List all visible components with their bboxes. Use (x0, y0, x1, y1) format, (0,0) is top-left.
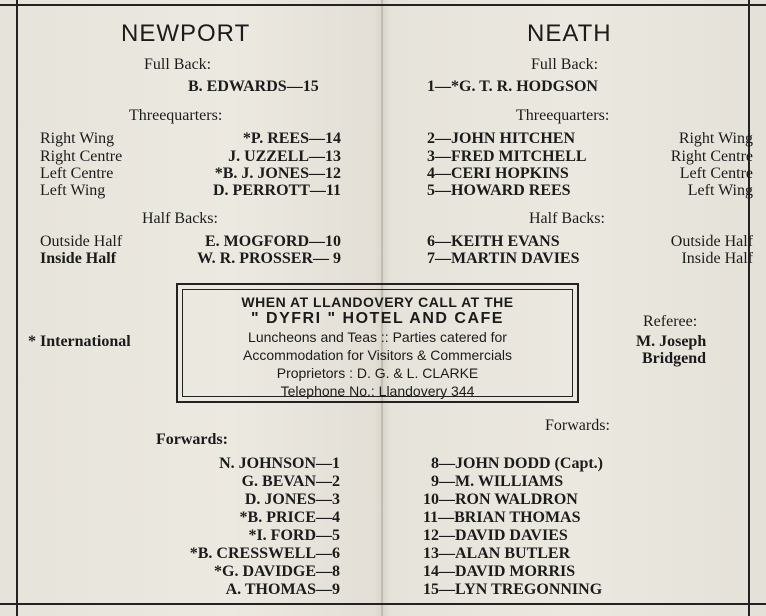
newport-tq-position-1: Right Wing (40, 130, 115, 147)
newport-tq-position-3: Left Centre (40, 165, 114, 182)
neath-forward-1: 8—JOHN DODD (Capt.) (431, 455, 603, 472)
international-note: * International (28, 333, 131, 350)
newport-tq-player-1: *P. REES—14 (242, 130, 341, 147)
neath-forward-5: 12—DAVID DAVIES (423, 527, 568, 544)
newport-forward-6: *B. CRESSWELL—6 (189, 545, 340, 562)
left-border (16, 0, 18, 616)
neath-forward-7: 14—DAVID MORRIS (423, 563, 576, 580)
neath-tq-player-4: 5—HOWARD REES (427, 182, 571, 199)
newport-hb-player-2: W. R. PROSSER— 9 (197, 250, 341, 267)
newport-hb-position-1: Outside Half (40, 233, 123, 250)
neath-tq-position-2: Right Centre (670, 148, 753, 165)
newport-forwards-heading: Forwards: (156, 431, 228, 448)
newport-title: NEWPORT (121, 20, 251, 47)
newport-forward-1: N. JOHNSON—1 (219, 455, 340, 472)
neath-hb-position-1: Outside Half (670, 233, 753, 250)
advert-proprietors: Proprietors : D. G. & L. CLARKE (276, 365, 479, 381)
top-border (0, 4, 766, 6)
neath-forward-6: 13—ALAN BUTLER (423, 545, 571, 562)
neath-tq-position-1: Right Wing (678, 130, 753, 147)
newport-tq-position-4: Left Wing (40, 182, 106, 199)
neath-title: NEATH (527, 20, 612, 47)
neath-forward-8: 15—LYN TREGONNING (423, 581, 603, 598)
neath-half-backs-heading: Half Backs: (529, 210, 605, 227)
advert-line-1: WHEN AT LLANDOVERY CALL AT THE (241, 294, 514, 310)
newport-threequarters-heading: Threequarters: (129, 107, 223, 124)
neath-full-back-heading: Full Back: (531, 56, 599, 73)
advert-line-4: Accommodation for Visitors & Commercials (243, 347, 512, 363)
newport-half-backs-heading: Half Backs: (142, 210, 218, 227)
advert-hotel-name: " DYFRI " HOTEL AND CAFE (251, 310, 504, 327)
right-border (748, 0, 750, 616)
newport-forward-2: G. BEVAN—2 (241, 473, 340, 490)
advert-telephone: Telephone No.: Llandovery 344 (280, 383, 475, 399)
newport-forward-7: *G. DAVIDGE—8 (214, 563, 340, 580)
newport-forward-3: D. JONES—3 (244, 491, 340, 508)
newport-hb-player-1: E. MOGFORD—10 (205, 233, 341, 250)
neath-forward-4: 11—BRIAN THOMAS (423, 509, 581, 526)
bottom-border (0, 603, 766, 605)
neath-full-back: 1—*G. T. R. HODGSON (427, 78, 598, 95)
neath-tq-player-2: 3—FRED MITCHELL (427, 148, 587, 165)
referee-name: M. Joseph (636, 333, 707, 350)
newport-tq-position-2: Right Centre (40, 148, 123, 165)
newport-forward-8: A. THOMAS—9 (225, 581, 340, 598)
newport-forward-5: *I. FORD—5 (248, 527, 340, 544)
newport-tq-player-2: J. UZZELL—13 (228, 148, 341, 165)
neath-forward-2: 9—M. WILLIAMS (431, 473, 564, 490)
newport-tq-player-4: D. PERROTT—11 (212, 182, 341, 199)
newport-full-back-heading: Full Back: (144, 56, 212, 73)
neath-tq-player-3: 4—CERI HOPKINS (427, 165, 569, 182)
neath-tq-position-3: Left Centre (679, 165, 753, 182)
hotel-advert-inner (182, 289, 573, 397)
newport-tq-player-3: *B. J. JONES—12 (214, 165, 341, 182)
newport-hb-position-2: Inside Half (40, 250, 117, 267)
neath-tq-player-1: 2—JOHN HITCHEN (427, 130, 576, 147)
neath-forward-3: 10—RON WALDRON (423, 491, 578, 508)
referee-town: Bridgend (642, 350, 707, 367)
neath-threequarters-heading: Threequarters: (516, 107, 610, 124)
neath-hb-player-1: 6—KEITH EVANS (427, 233, 560, 250)
newport-full-back: B. EDWARDS—15 (188, 78, 319, 95)
advert-line-3: Luncheons and Teas :: Parties catered for (248, 329, 507, 345)
neath-forwards-heading: Forwards: (545, 417, 610, 434)
neath-hb-player-2: 7—MARTIN DAVIES (427, 250, 580, 267)
newport-forward-4: *B. PRICE—4 (239, 509, 340, 526)
neath-tq-position-4: Left Wing (687, 182, 753, 199)
neath-hb-position-2: Inside Half (681, 250, 753, 267)
hotel-advert-box (176, 283, 579, 403)
referee-heading: Referee: (643, 313, 698, 330)
